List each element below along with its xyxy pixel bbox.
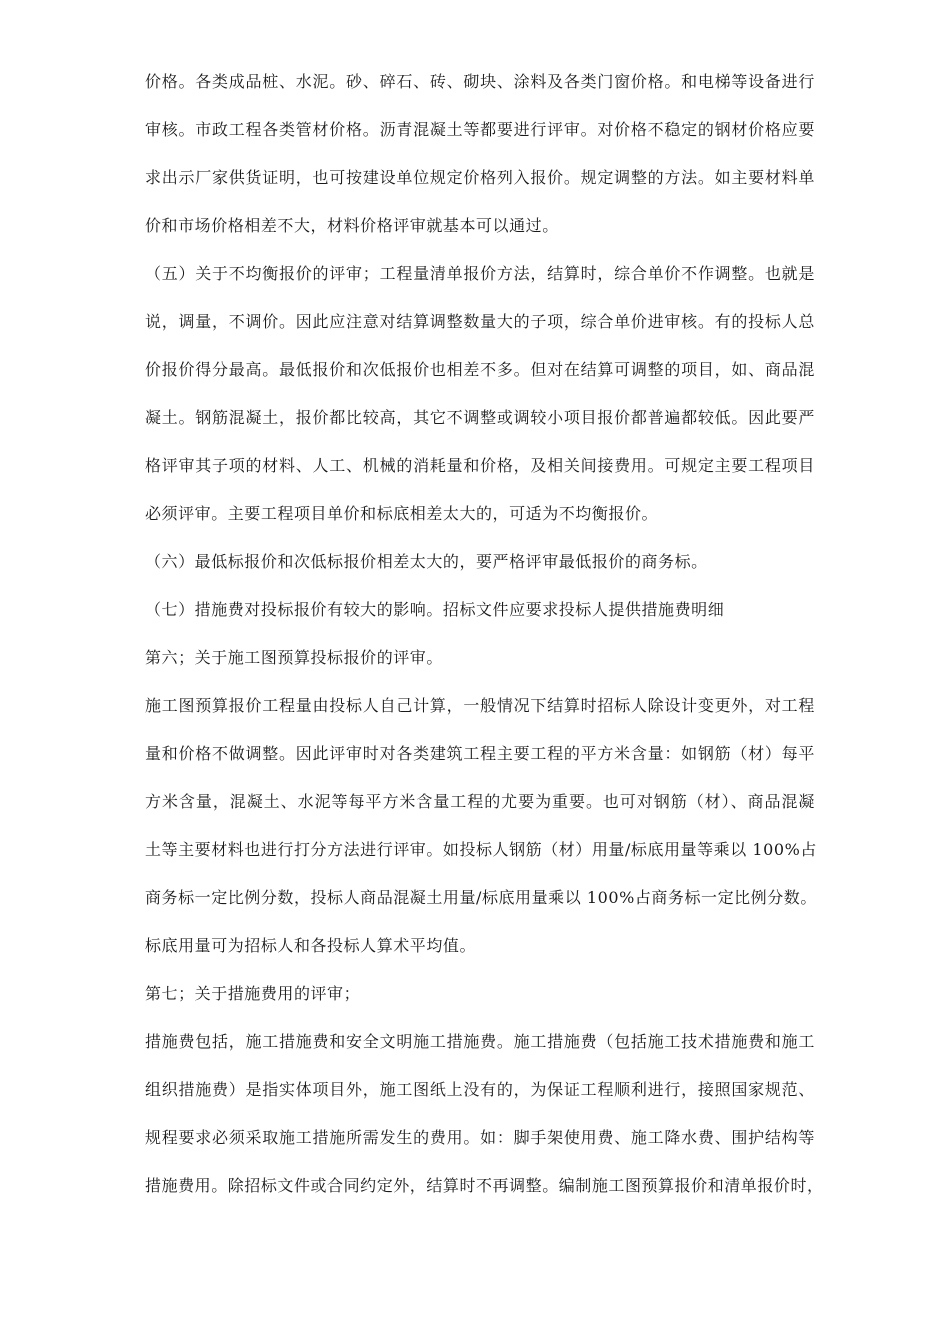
- text-line: 审核。市政工程各类管材价格。沥青混凝土等都要进行评审。对价格不稳定的钢材价格应要: [145, 120, 815, 139]
- text-line: 价格。各类成品桩、水泥。砂、碎石、砖、砌块、涂料及各类门窗价格。和电梯等设备进行: [145, 72, 815, 91]
- text-line: 量和价格不做调整。因此评审时对各类建筑工程主要工程的平方米含量：如钢筋（材）每平: [145, 744, 815, 763]
- text-line: 商务标一定比例分数，投标人商品混凝土用量/标底用量乘以 100%占商务标一定比例分数。: [145, 888, 817, 907]
- text-line: 措施费包括，施工措施费和安全文明施工措施费。施工措施费（包括施工技术措施费和施工: [145, 1032, 815, 1051]
- text-line: 价报价得分最高。最低报价和次低报价也相差不多。但对在结算可调整的项目，如、商品混: [145, 360, 815, 379]
- text-line: 施工图预算报价工程量由投标人自己计算，一般情况下结算时招标人除设计变更外，对工程: [145, 696, 815, 715]
- section-heading: 第六；关于施工图预算投标报价的评审。: [145, 648, 443, 667]
- text-line: 必须评审。主要工程项目单价和标底相差太大的，可适为不均衡报价。: [145, 504, 659, 523]
- text-line: （七）措施费对投标报价有较大的影响。招标文件应要求投标人提供措施费明细: [145, 600, 725, 619]
- text-line: 格评审其子项的材料、人工、机械的消耗量和价格，及相关间接费用。可规定主要工程项目: [145, 456, 815, 475]
- text-line: 价和市场价格相差不大，材料价格评审就基本可以通过。: [145, 216, 559, 235]
- text-line: 组织措施费）是指实体项目外，施工图纸上没有的，为保证工程顺利进行，接照国家规范、: [145, 1080, 815, 1099]
- text-line: 标底用量可为招标人和各投标人算术平均值。: [145, 936, 477, 955]
- text-line: 土等主要材料也进行打分方法进行评审。如投标人钢筋（材）用量/标底用量等乘以 100%占: [145, 840, 817, 859]
- text-line: 措施费用。除招标文件或合同约定外，结算时不再调整。编制施工图预算报价和清单报价时，: [145, 1176, 824, 1195]
- text-line: 求出示厂家供货证明，也可按建设单位规定价格列入报价。规定调整的方法。如主要材料单: [145, 168, 815, 187]
- text-line: （五）关于不均衡报价的评审；工程量清单报价方法，结算时，综合单价不作调整。也就是: [145, 264, 815, 283]
- text-line: 说，调量，不调价。因此应注意对结算调整数量大的子项，综合单价进审核。有的投标人总: [145, 312, 815, 331]
- text-line: 方米含量，混凝土、水泥等每平方米含量工程的尤要为重要。也可对钢筋（材）、商品混凝: [145, 792, 815, 811]
- section-heading: 第七；关于措施费用的评审；: [145, 984, 361, 1003]
- text-line: 凝土。钢筋混凝土，报价都比较高，其它不调整或调较小项目报价都普遍都较低。因此要严: [145, 408, 815, 427]
- text-line: 规程要求必须采取施工措施所需发生的费用。如：脚手架使用费、施工降水费、围护结构等: [145, 1128, 815, 1147]
- text-line: （六）最低标报价和次低标报价相差太大的，要严格评审最低报价的商务标。: [145, 552, 708, 571]
